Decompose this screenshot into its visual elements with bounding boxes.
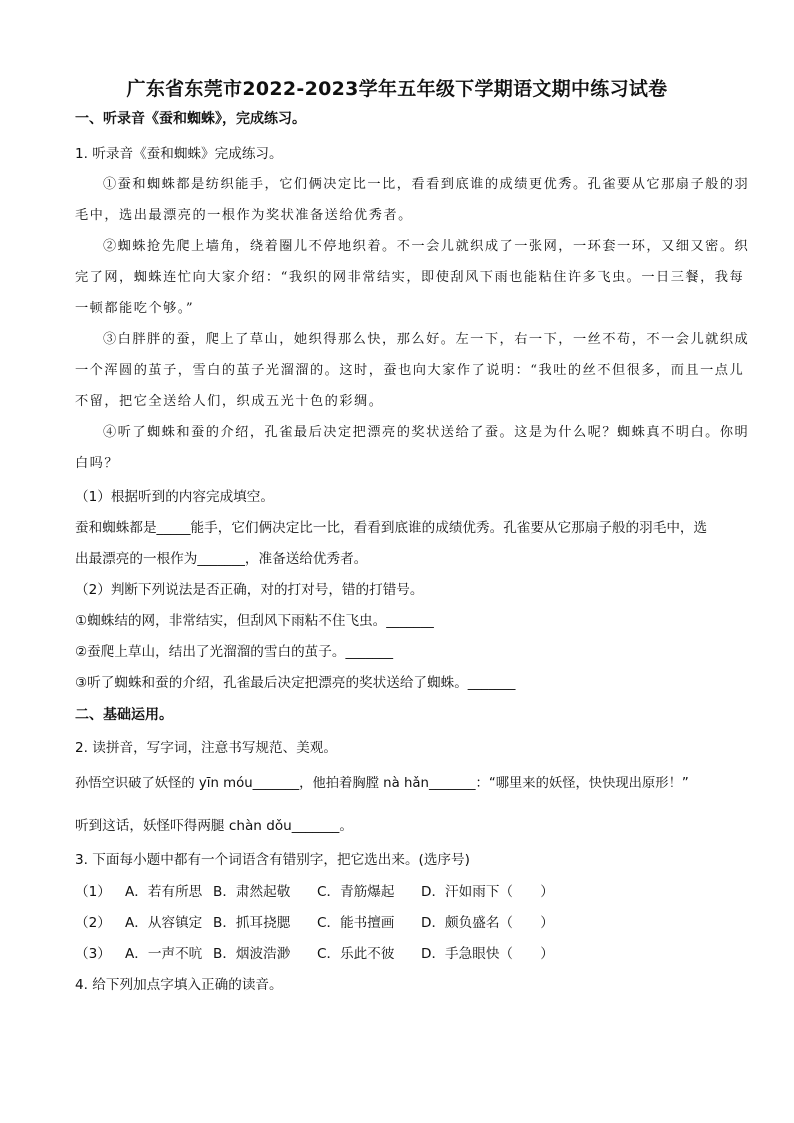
passage-line: 白吗？	[75, 456, 120, 471]
section-heading-basics: 二、基础运用。	[75, 707, 173, 723]
choice-option: A．一声不吭	[125, 946, 203, 962]
choice-number: （2）	[75, 915, 111, 931]
passage-line: 不留，把它全送给人们，织成五光十色的彩绸。	[75, 394, 384, 409]
section-heading-listening: 一、听录音《蚕和蜘蛛》，完成练习。	[75, 111, 306, 127]
question-3-stem: 3. 下面每小题中都有一个词语含有错别字，把它选出来。(选序号)	[75, 852, 470, 868]
passage-line: 毛中，选出最漂亮的一根作为奖状准备送给优秀者。	[75, 208, 413, 223]
passage-line: ④听了蜘蛛和蚕的介绍，孔雀最后决定把漂亮的奖状送给了蚕。这是为什么呢？蜘蛛真不明白。你明	[103, 425, 750, 440]
passage-line: 一个浑圆的茧子，雪白的茧子光溜溜的。这时，蚕也向大家作了说明：“我吐的丝不但很多，而且一点儿	[75, 363, 745, 378]
subquestion-1-stem: （1）根据听到的内容完成填空。	[75, 489, 274, 505]
choice-row	[75, 911, 554, 931]
page-title: 广东省东莞市2022-2023学年五年级下学期语文期中练习试卷	[126, 78, 668, 100]
fill-blank-line: 蚕和蜘蛛都是_____能手，它们俩决定比一比，看看到底谁的成绩优秀。孔雀要从它那扇子般的羽毛中，选	[75, 520, 708, 536]
choice-number: （3）	[75, 946, 111, 962]
pinyin-line: 孙悟空识破了妖怪的 yīn móu_______，他拍着胸膛 nà hǎn_______：“哪里来的妖怪，快快现出原形！”	[75, 776, 689, 791]
choice-option: A．从容镇定	[125, 915, 203, 931]
choice-option: C．乐此不彼	[317, 946, 395, 962]
judge-item: ①蜘蛛结的网，非常结实，但刮风下雨粘不住飞虫。_______	[75, 613, 434, 629]
choice-option: D．手急眼快（ ）	[421, 946, 554, 962]
passage-line: ①蚕和蜘蛛都是纺织能手，它们俩决定比一比，看看到底谁的成绩更优秀。孔雀要从它那扇子般的羽	[103, 177, 750, 192]
choice-row	[75, 942, 554, 962]
passage-line: 完了网，蜘蛛连忙向大家介绍：“我织的网非常结实，即使刮风下雨也能粘住许多飞虫。一日三餐，我每	[75, 270, 745, 285]
choice-option: C．能书擅画	[317, 915, 395, 931]
question-2-stem: 2. 读拼音，写字词，注意书写规范、美观。	[75, 740, 337, 756]
choice-row	[75, 880, 554, 900]
choice-option: D．颇负盛名（ ）	[421, 915, 554, 931]
question-1-stem: 1. 听录音《蚕和蜘蛛》完成练习。	[75, 146, 283, 162]
choice-number: （1）	[75, 884, 111, 900]
choice-option: B．肃然起敬	[213, 884, 291, 900]
pinyin-line: 听到这话，妖怪吓得两腿 chàn dǒu_______。	[75, 818, 353, 834]
choice-option: B．烟波浩渺	[213, 946, 291, 962]
judge-item: ③听了蜘蛛和蚕的介绍，孔雀最后决定把漂亮的奖状送给了蜘蛛。_______	[75, 675, 516, 691]
choice-option: C．青筋爆起	[317, 884, 395, 900]
subquestion-2-stem: （2）判断下列说法是否正确，对的打对号，错的打错号。	[75, 582, 424, 598]
judge-item: ②蚕爬上草山，结出了光溜溜的雪白的茧子。_______	[75, 644, 394, 660]
passage-line: ②蜘蛛抢先爬上墙角，绕着圈儿不停地织着。不一会儿就织成了一张网，一环套一环，又细又密。织	[103, 239, 750, 254]
choice-option: B．抓耳挠腮	[213, 915, 291, 931]
choice-option: A．若有所思	[125, 884, 203, 900]
choice-option: D．汗如雨下（ ）	[421, 884, 554, 900]
passage-line: ③白胖胖的蚕，爬上了草山，她织得那么快，那么好。左一下，右一下，一丝不苟，不一会儿就织成	[103, 332, 750, 347]
question-4-stem: 4. 给下列加点字填入正确的读音。	[75, 977, 283, 993]
passage-line: 一顿都能吃个够。”	[75, 301, 195, 316]
fill-blank-line: 出最漂亮的一根作为_______，准备送给优秀者。	[75, 551, 368, 567]
